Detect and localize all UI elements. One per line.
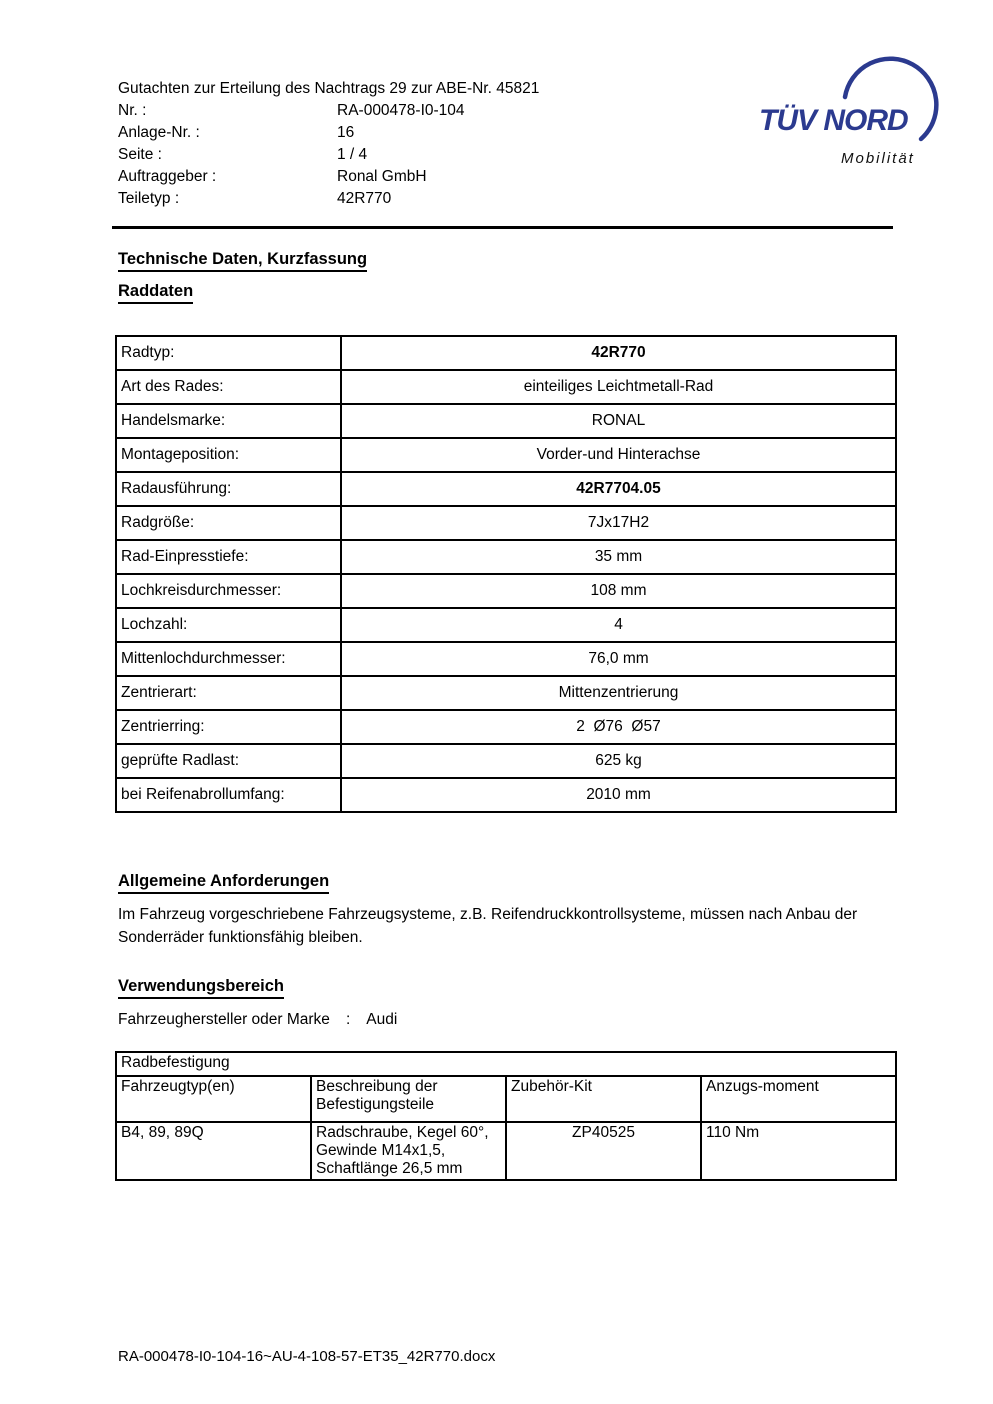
- logo-brand-text: TÜV NORD: [759, 104, 908, 137]
- wheel-value-cell: 108 mm: [341, 574, 896, 608]
- section-heading-technische-daten: [118, 250, 367, 272]
- wheel-label-cell: Lochkreisdurchmesser:: [116, 574, 341, 608]
- wheel-value-cell: 625 kg: [341, 744, 896, 778]
- column-header-zubehoer-kit: Zubehör-Kit: [506, 1076, 701, 1122]
- header-field-label: Teiletyp :: [118, 190, 180, 207]
- section-heading-verwendungsbereich: [118, 977, 284, 999]
- header-divider: [112, 226, 893, 229]
- table-row: [116, 574, 896, 608]
- wheel-label-cell: Art des Rades:: [116, 370, 341, 404]
- wheel-value-cell: Vorder-und Hinterachse: [341, 438, 896, 472]
- table-row: [116, 438, 896, 472]
- header-field-label: Nr. :: [118, 102, 147, 119]
- wheel-label-cell: Rad-Einpresstiefe:: [116, 540, 341, 574]
- wheel-value-cell: 2010 mm: [341, 778, 896, 812]
- wheel-label-cell: Radausführung:: [116, 472, 341, 506]
- header-field-label: Auftraggeber :: [118, 168, 217, 185]
- header-field-label: Anlage-Nr. :: [118, 124, 200, 141]
- wheel-label-cell: Mittenlochdurchmesser:: [116, 642, 341, 676]
- wheel-value-cell: 76,0 mm: [341, 642, 896, 676]
- wheel-value-cell: 4: [341, 608, 896, 642]
- header-field-row: [118, 122, 539, 144]
- section-heading-text: Allgemeine Anforderungen: [118, 872, 329, 894]
- table-row: [116, 676, 896, 710]
- table-row: [116, 1122, 896, 1180]
- vehicle-manufacturer-line: [118, 1011, 397, 1029]
- document-title: Gutachten zur Erteilung des Nachtrags 29 zur ABE-Nr. 45821: [118, 80, 540, 97]
- table-row: [116, 472, 896, 506]
- header-field-value: 16: [337, 124, 355, 141]
- column-header-anzugsmoment: Anzugs-moment: [701, 1076, 896, 1122]
- wheel-label-cell: bei Reifenabrollumfang:: [116, 778, 341, 812]
- section-heading-text: Verwendungsbereich: [118, 977, 284, 999]
- section-heading-text: Raddaten: [118, 282, 193, 304]
- header-field-value: 42R770: [337, 190, 392, 207]
- tuv-nord-logo: [745, 48, 955, 178]
- fahrzeugtyp-cell: B4, 89, 89Q: [116, 1122, 311, 1180]
- wheel-value-cell: 42R7704.05: [341, 472, 896, 506]
- wheel-label-cell: Zentrierart:: [116, 676, 341, 710]
- wheel-value-cell: RONAL: [341, 404, 896, 438]
- vehicle-manufacturer-value: Audi: [366, 1011, 398, 1028]
- wheel-label-cell: Radtyp:: [116, 336, 341, 370]
- wheel-label-cell: Lochzahl:: [116, 608, 341, 642]
- wheel-value-cell: 42R770: [341, 336, 896, 370]
- header-field-row: [118, 166, 539, 188]
- header-field-value: RA-000478-I0-104: [337, 102, 465, 119]
- wheel-value-cell: 7Jx17H2: [341, 506, 896, 540]
- table-row: [116, 710, 896, 744]
- table-row: [116, 1076, 896, 1122]
- beschreibung-cell: Radschraube, Kegel 60°, Gewinde M14x1,5, Schaftlänge 26,5 mm: [311, 1122, 506, 1180]
- table-row: [116, 370, 896, 404]
- anzugsmoment-cell: 110 Nm: [701, 1122, 896, 1180]
- table-row: [116, 744, 896, 778]
- logo-tagline: Mobilität: [841, 150, 915, 167]
- section-heading-raddaten: [118, 282, 193, 304]
- column-header-beschreibung: Beschreibung der Befestigungsteile: [311, 1076, 506, 1122]
- wheel-label-cell: Handelsmarke:: [116, 404, 341, 438]
- document-footer-filename: RA-000478-I0-104-16~AU-4-108-57-ET35_42R770.docx: [118, 1348, 496, 1365]
- header-field-row: [118, 100, 539, 122]
- table-row: [116, 1052, 896, 1076]
- table-row: [116, 642, 896, 676]
- wheel-label-cell: Zentrierring:: [116, 710, 341, 744]
- table-row: [116, 506, 896, 540]
- radbefestigung-table: [115, 1051, 897, 1181]
- table-row: [116, 404, 896, 438]
- table-row: [116, 336, 896, 370]
- wheel-value-cell: 2 Ø76 Ø57: [341, 710, 896, 744]
- radbefestigung-title-cell: Radbefestigung: [116, 1052, 896, 1076]
- column-header-fahrzeugtyp: Fahrzeugtyp(en): [116, 1076, 311, 1122]
- wheel-label-cell: Montageposition:: [116, 438, 341, 472]
- header-field-value: 1 / 4: [337, 146, 368, 163]
- header-field-row: [118, 144, 539, 166]
- wheel-data-table: [115, 335, 897, 813]
- table-row: [116, 608, 896, 642]
- section-heading-allgemeine-anforderungen: [118, 872, 329, 894]
- section-heading-text: Technische Daten, Kurzfassung: [118, 250, 367, 272]
- wheel-value-cell: einteiliges Leichtmetall-Rad: [341, 370, 896, 404]
- header-field-row: [118, 188, 539, 210]
- table-row: [116, 540, 896, 574]
- vehicle-manufacturer-label: Fahrzeughersteller oder Marke: [118, 1011, 330, 1028]
- wheel-value-cell: 35 mm: [341, 540, 896, 574]
- zubehoer-kit-cell: ZP40525: [506, 1122, 701, 1180]
- header-field-label: Seite :: [118, 146, 162, 163]
- allgemeine-paragraph: Im Fahrzeug vorgeschriebene Fahrzeugsysteme, z.B. Reifendruckkontrollsysteme, müssen nach Anbau der Sonderräder funktionsfähig bleiben.: [118, 906, 858, 946]
- table-row: [116, 778, 896, 812]
- wheel-label-cell: Radgröße:: [116, 506, 341, 540]
- header-block: [118, 78, 539, 210]
- vehicle-manufacturer-separator: :: [345, 1011, 351, 1028]
- wheel-label-cell: geprüfte Radlast:: [116, 744, 341, 778]
- wheel-value-cell: Mittenzentrierung: [341, 676, 896, 710]
- header-field-value: Ronal GmbH: [337, 168, 427, 185]
